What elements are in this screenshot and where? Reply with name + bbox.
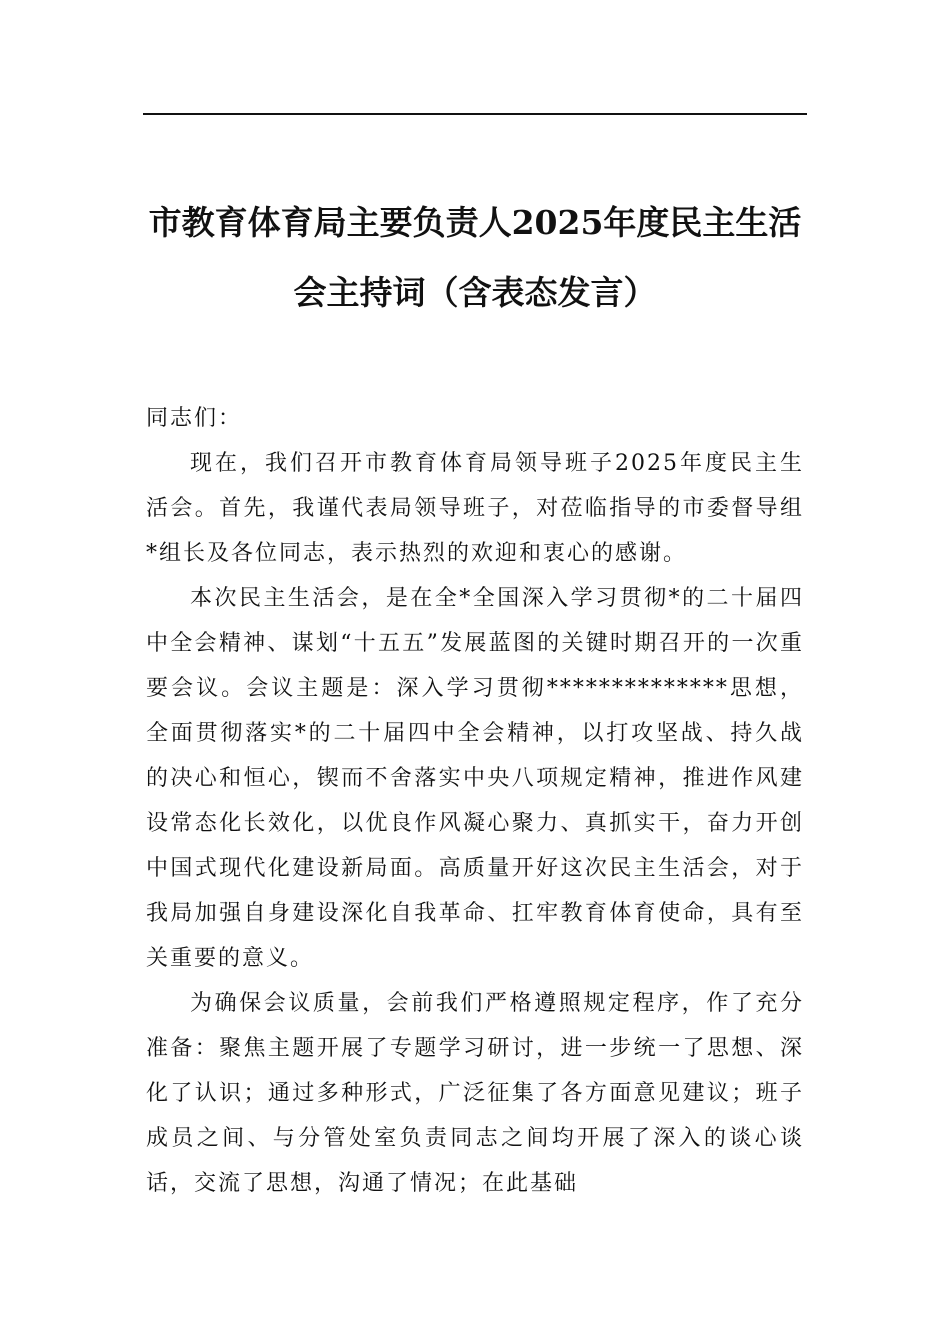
paragraph-opening: 现在，我们召开市教育体育局领导班子2025年度民主生活会。首先，我谨代表局领导班子，对莅临指导的市委督导组*组长及各位同志，表示热烈的欢迎和衷心的感谢。 [146, 451, 804, 566]
salutation: 同志们： [146, 406, 243, 431]
paragraph-preparation: 为确保会议质量，会前我们严格遵照规定程序，作了充分准备：聚焦主题开展了专题学习研讨，进一步统一了思想、深化了认识；通过多种形式，广泛征集了各方面意见建议；班子成员之间、与分管处室负责同志之间均开展了深入的谈心谈话，交流了思想，沟通了情况；在此基础 [146, 991, 804, 1196]
document-title: 市教育体育局主要负责人2025年度民主生活会主持词（含表态发言） [148, 203, 802, 312]
header-rule [143, 113, 807, 115]
document-body [146, 396, 804, 1206]
paragraph-meeting-theme: 本次民主生活会，是在全*全国深入学习贯彻*的二十届四中全会精神、谋划“十五五”发展蓝图的关键时期召开的一次重要会议。会议主题是：深入学习贯彻**************思想，全面贯彻落实*的二十届四中全会精神，以打攻坚战、持久战的决心和恒心，锲而不舍落实中央八项规定精神，推进作风建设常态化长效化，以优良作风凝心聚力、真抓实干，奋力开创中国式现代化建设新局面。高质量开好这次民主生活会，对于我局加强自身建设深化自我革命、扛牢教育体育使命，具有至关重要的意义。 [146, 586, 804, 971]
